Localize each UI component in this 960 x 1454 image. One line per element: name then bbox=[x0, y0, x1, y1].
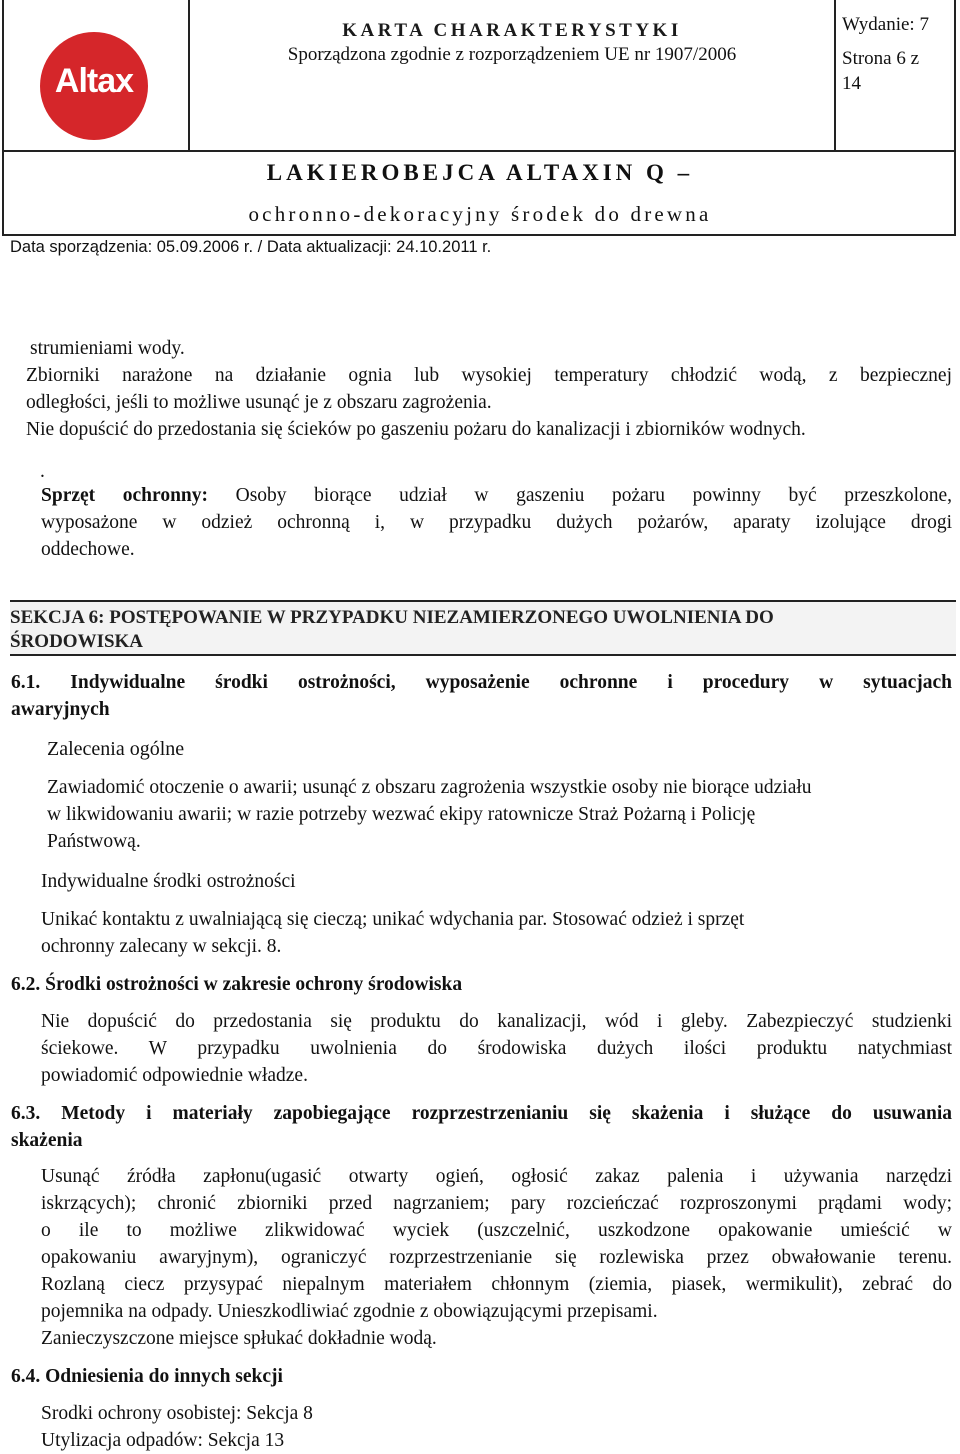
section-heading: ŚRODOWISKA bbox=[10, 631, 144, 652]
text-line: Zanieczyszczone miejsce spłukać dokładnie wodą. bbox=[41, 1328, 437, 1349]
text-line: ściekowe. W przypadku uwolnienia do środowiska dużych ilości produktu natychmiast bbox=[41, 1038, 952, 1059]
altax-logo: Altax bbox=[40, 32, 148, 140]
text-line: Nie dopuścić do przedostania się ścieków po gaszeniu pożaru do kanalizacji i zbiorników wodnych. bbox=[26, 419, 806, 440]
section-heading: SEKCJA 6: POSTĘPOWANIE W PRZYPADKU NIEZAMIERZONEGO UWOLNIENIA DO bbox=[10, 607, 774, 628]
text-line: Utylizacja odpadów: Sekcja 13 bbox=[41, 1430, 285, 1451]
text-line: Zbiorniki narażone na działanie ognia lub wysokiej temperatury chłodzić wodą, z bezpiecznej bbox=[26, 365, 952, 386]
paragraph-heading: Indywidualne środki ostrożności bbox=[41, 871, 296, 892]
document-subtitle: Sporządzona zgodnie z rozporządzeniem UE nr 1907/2006 bbox=[287, 44, 737, 65]
subsection-title: 6.2. Środki ostrożności w zakresie ochrony środowiska bbox=[11, 974, 463, 995]
text-line: powiadomić odpowiednie władze. bbox=[41, 1065, 308, 1086]
text-line: ochronny zalecany w sekcji. 8. bbox=[41, 936, 282, 957]
text-line: Zawiadomić otoczenie o awarii; usunąć z obszaru zagrożenia wszystkie osoby nie biorące udziału bbox=[47, 777, 812, 798]
section-heading-band bbox=[10, 600, 956, 656]
text-line: Nie dopuścić do przedostania się produktu do kanalizacji, wód i gleby. Zabezpieczyć studzienki bbox=[41, 1011, 952, 1032]
subsection-title: awaryjnych bbox=[11, 699, 110, 720]
edition-label: Wydanie: 7 bbox=[842, 14, 929, 35]
product-name: LAKIEROBEJCA ALTAXIN Q – bbox=[266, 160, 694, 185]
text-line: . bbox=[40, 461, 45, 482]
text-line: odległości, jeśli to możliwe usunąć je z obszaru zagrożenia. bbox=[26, 392, 492, 413]
protective-equipment-line: Sprzęt ochronny: Osoby biorące udział w gaszeniu pożaru powinny być przeszkolone, bbox=[41, 485, 953, 506]
text-line: w likwidowaniu awarii; w razie potrzeby wezwać ekipy ratownicze Straż Pożarną i Policję bbox=[47, 804, 756, 825]
text-line: wyposażone w odzież ochronną i, w przypadku dużych pożarów, aparaty izolujące drogi bbox=[41, 512, 952, 533]
product-description: ochronno-dekoracyjny środek do drewna bbox=[248, 202, 712, 226]
text-line: Rozlaną ciecz przysypać niepalnym materiałem chłonnym (ziemia, piasek, wermikulit), zebrać do bbox=[41, 1274, 952, 1295]
text-line: Usunąć źródła zapłonu(ugasić otwarty ogień, ogłosić zakaz palenia i używania narzędzi bbox=[41, 1166, 952, 1187]
text-line: o ile to możliwe zlikwidować wyciek (uszczelnić, uszkodzone opakowanie umieścić w bbox=[41, 1220, 952, 1241]
paragraph-heading: Zalecenia ogólne bbox=[47, 738, 185, 760]
text-line: pojemnika na odpady. Unieszkodliwiać zgodnie z obowiązującymi przepisami. bbox=[41, 1301, 658, 1322]
header-divider bbox=[2, 150, 956, 152]
subsection-title: 6.3. Metody i materiały zapobiegające rozprzestrzenianiu się skażenia i służące do usuwania bbox=[11, 1103, 952, 1124]
text-line: opakowaniu awaryjnym), ograniczyć rozprzestrzenianie się rozlewiska przez obwałowanie terenu. bbox=[41, 1247, 952, 1268]
subsection-title: 6.4. Odniesienia do innych sekcji bbox=[11, 1366, 283, 1387]
subsection-title: 6.1. Indywidualne środki ostrożności, wyposażenie ochronne i procedury w sytuacjach bbox=[11, 672, 952, 693]
protective-equipment-label: Sprzęt ochronny: bbox=[41, 485, 209, 506]
text-line: oddechowe. bbox=[41, 539, 135, 560]
header-divider bbox=[834, 0, 836, 152]
document-title: KARTA CHARAKTERYSTYKI bbox=[342, 20, 682, 41]
text-line: Srodki ochrony osobistej: Sekcja 8 bbox=[41, 1403, 313, 1424]
text-line: iskrzących); chronić zbiorniki przed nagrzaniem; pary rozcieńczać rozproszonymi prądami wody; bbox=[41, 1193, 952, 1214]
text-line: Państwową. bbox=[47, 831, 141, 852]
text-line: Unikać kontaktu z uwalniającą się cieczą; unikać wdychania par. Stosować odzież i sprzęt bbox=[41, 909, 745, 930]
text-line: strumieniami wody. bbox=[30, 338, 185, 359]
subsection-title: skażenia bbox=[11, 1130, 83, 1151]
page-number: Strona 6 z 14 bbox=[842, 48, 920, 94]
document-dates: Data sporządzenia: 05.09.2006 r. / Data aktualizacji: 24.10.2011 r. bbox=[10, 238, 492, 256]
